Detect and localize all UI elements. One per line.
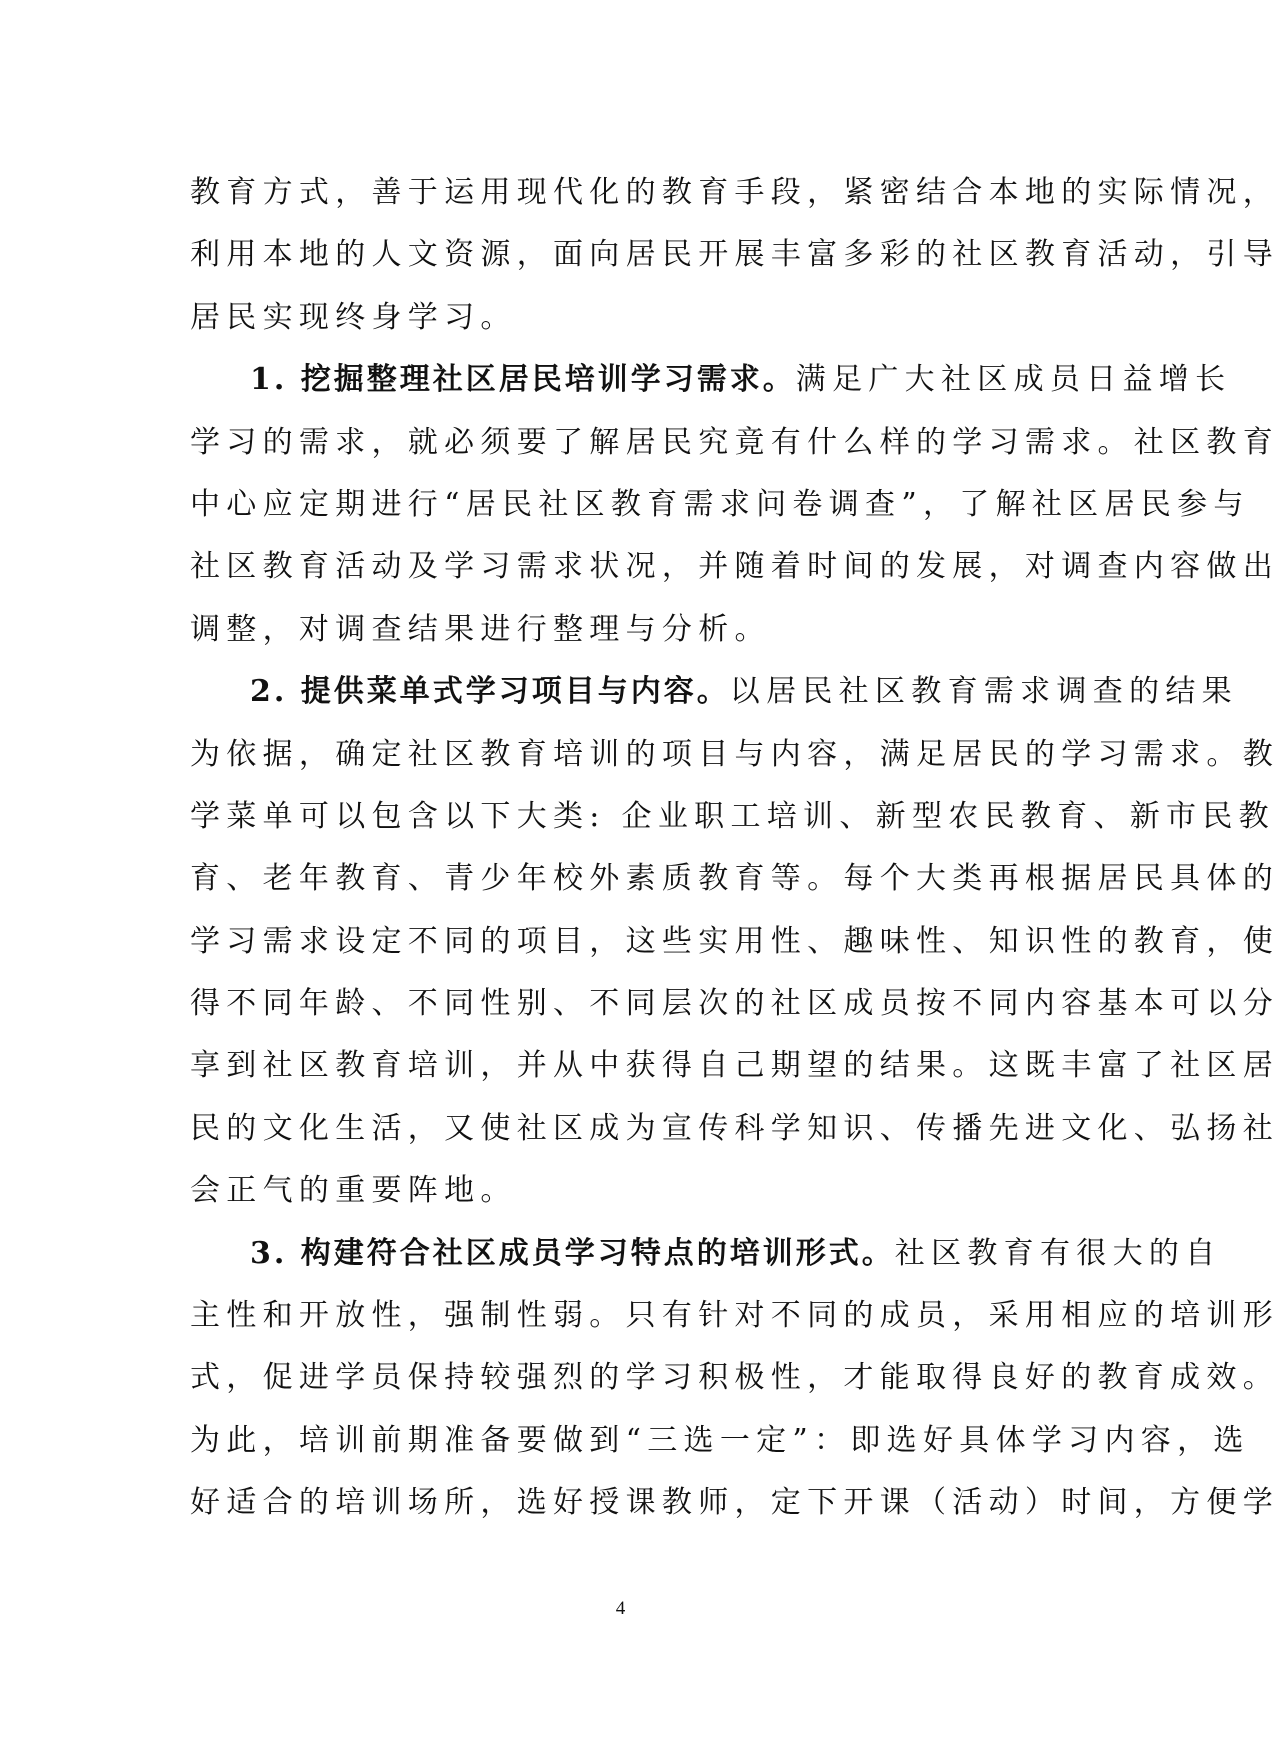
- text-line: 好适合的培训场所，选好授课教师，定下开课（活动）时间，方便学: [190, 1485, 1279, 1521]
- section-3-first-line: [190, 1223, 1222, 1285]
- text-line: 学习需求设定不同的项目，这些实用性、趣味性、知识性的教育，使: [190, 923, 1279, 959]
- text-line: 学菜单可以包含以下大类: 企业职工培训、新型农民教育、新市民教: [190, 798, 1275, 834]
- section-2-first-line: [190, 661, 1238, 723]
- text-line: 式，促进学员保持较强烈的学习积极性，才能取得良好的教育成效。: [190, 1360, 1279, 1396]
- text-line: 为依据，确定社区教育培训的项目与内容，满足居民的学习需求。教: [190, 736, 1279, 772]
- section-heading: 1. 挖掘整理社区居民培训学习需求。: [250, 362, 796, 398]
- text-line: 教育方式，善于运用现代化的教育手段，紧密结合本地的实际情况，: [190, 175, 1279, 210]
- text-line: 居民实现终身学习。: [190, 299, 517, 335]
- section-1-first-line: [190, 349, 1232, 411]
- text-line: 为此，培训前期准备要做到“三选一定”：即选好具体学习内容，选: [190, 1422, 1250, 1458]
- page-number: 4: [615, 1598, 626, 1619]
- text-line: 调整，对调查结果进行整理与分析。: [190, 611, 771, 647]
- section-heading: 3. 构建符合社区成员学习特点的培训形式。: [250, 1235, 895, 1271]
- text-line: 得不同年龄、不同性别、不同层次的社区成员按不同内容基本可以分: [190, 986, 1279, 1022]
- text-line: 学习的需求，就必须要了解居民究竟有什么样的学习需求。社区教育: [190, 424, 1279, 460]
- text-span: 满足广大社区成员日益增长: [795, 362, 1232, 398]
- text-line: 中心应定期进行“居民社区教育需求问卷调查”，了解社区居民参与: [190, 486, 1250, 522]
- text-line: 育、老年教育、青少年校外素质教育等。每个大类再根据居民具体的: [190, 861, 1279, 897]
- text-line: 享到社区教育培训，并从中获得自己期望的结果。这既丰富了社区居: [190, 1048, 1279, 1084]
- text-line: 利用本地的人文资源，面向居民开展丰富多彩的社区教育活动，引导: [190, 237, 1279, 273]
- text-line: 会正气的重要阵地。: [190, 1173, 517, 1209]
- section-heading: 2. 提供菜单式学习项目与内容。: [250, 674, 730, 710]
- text-span: 以居民社区教育需求调查的结果: [729, 674, 1238, 710]
- text-line: 主性和开放性，强制性弱。只有针对不同的成员，采用相应的培训形: [190, 1298, 1279, 1334]
- text-line: 民的文化生活，又使社区成为宣传科学知识、传播先进文化、弘扬社: [190, 1110, 1279, 1146]
- page-body: [190, 162, 1279, 1535]
- text-span: 社区教育有很大的自: [894, 1235, 1222, 1271]
- text-line: 社区教育活动及学习需求状况，并随着时间的发展，对调查内容做出: [190, 549, 1279, 585]
